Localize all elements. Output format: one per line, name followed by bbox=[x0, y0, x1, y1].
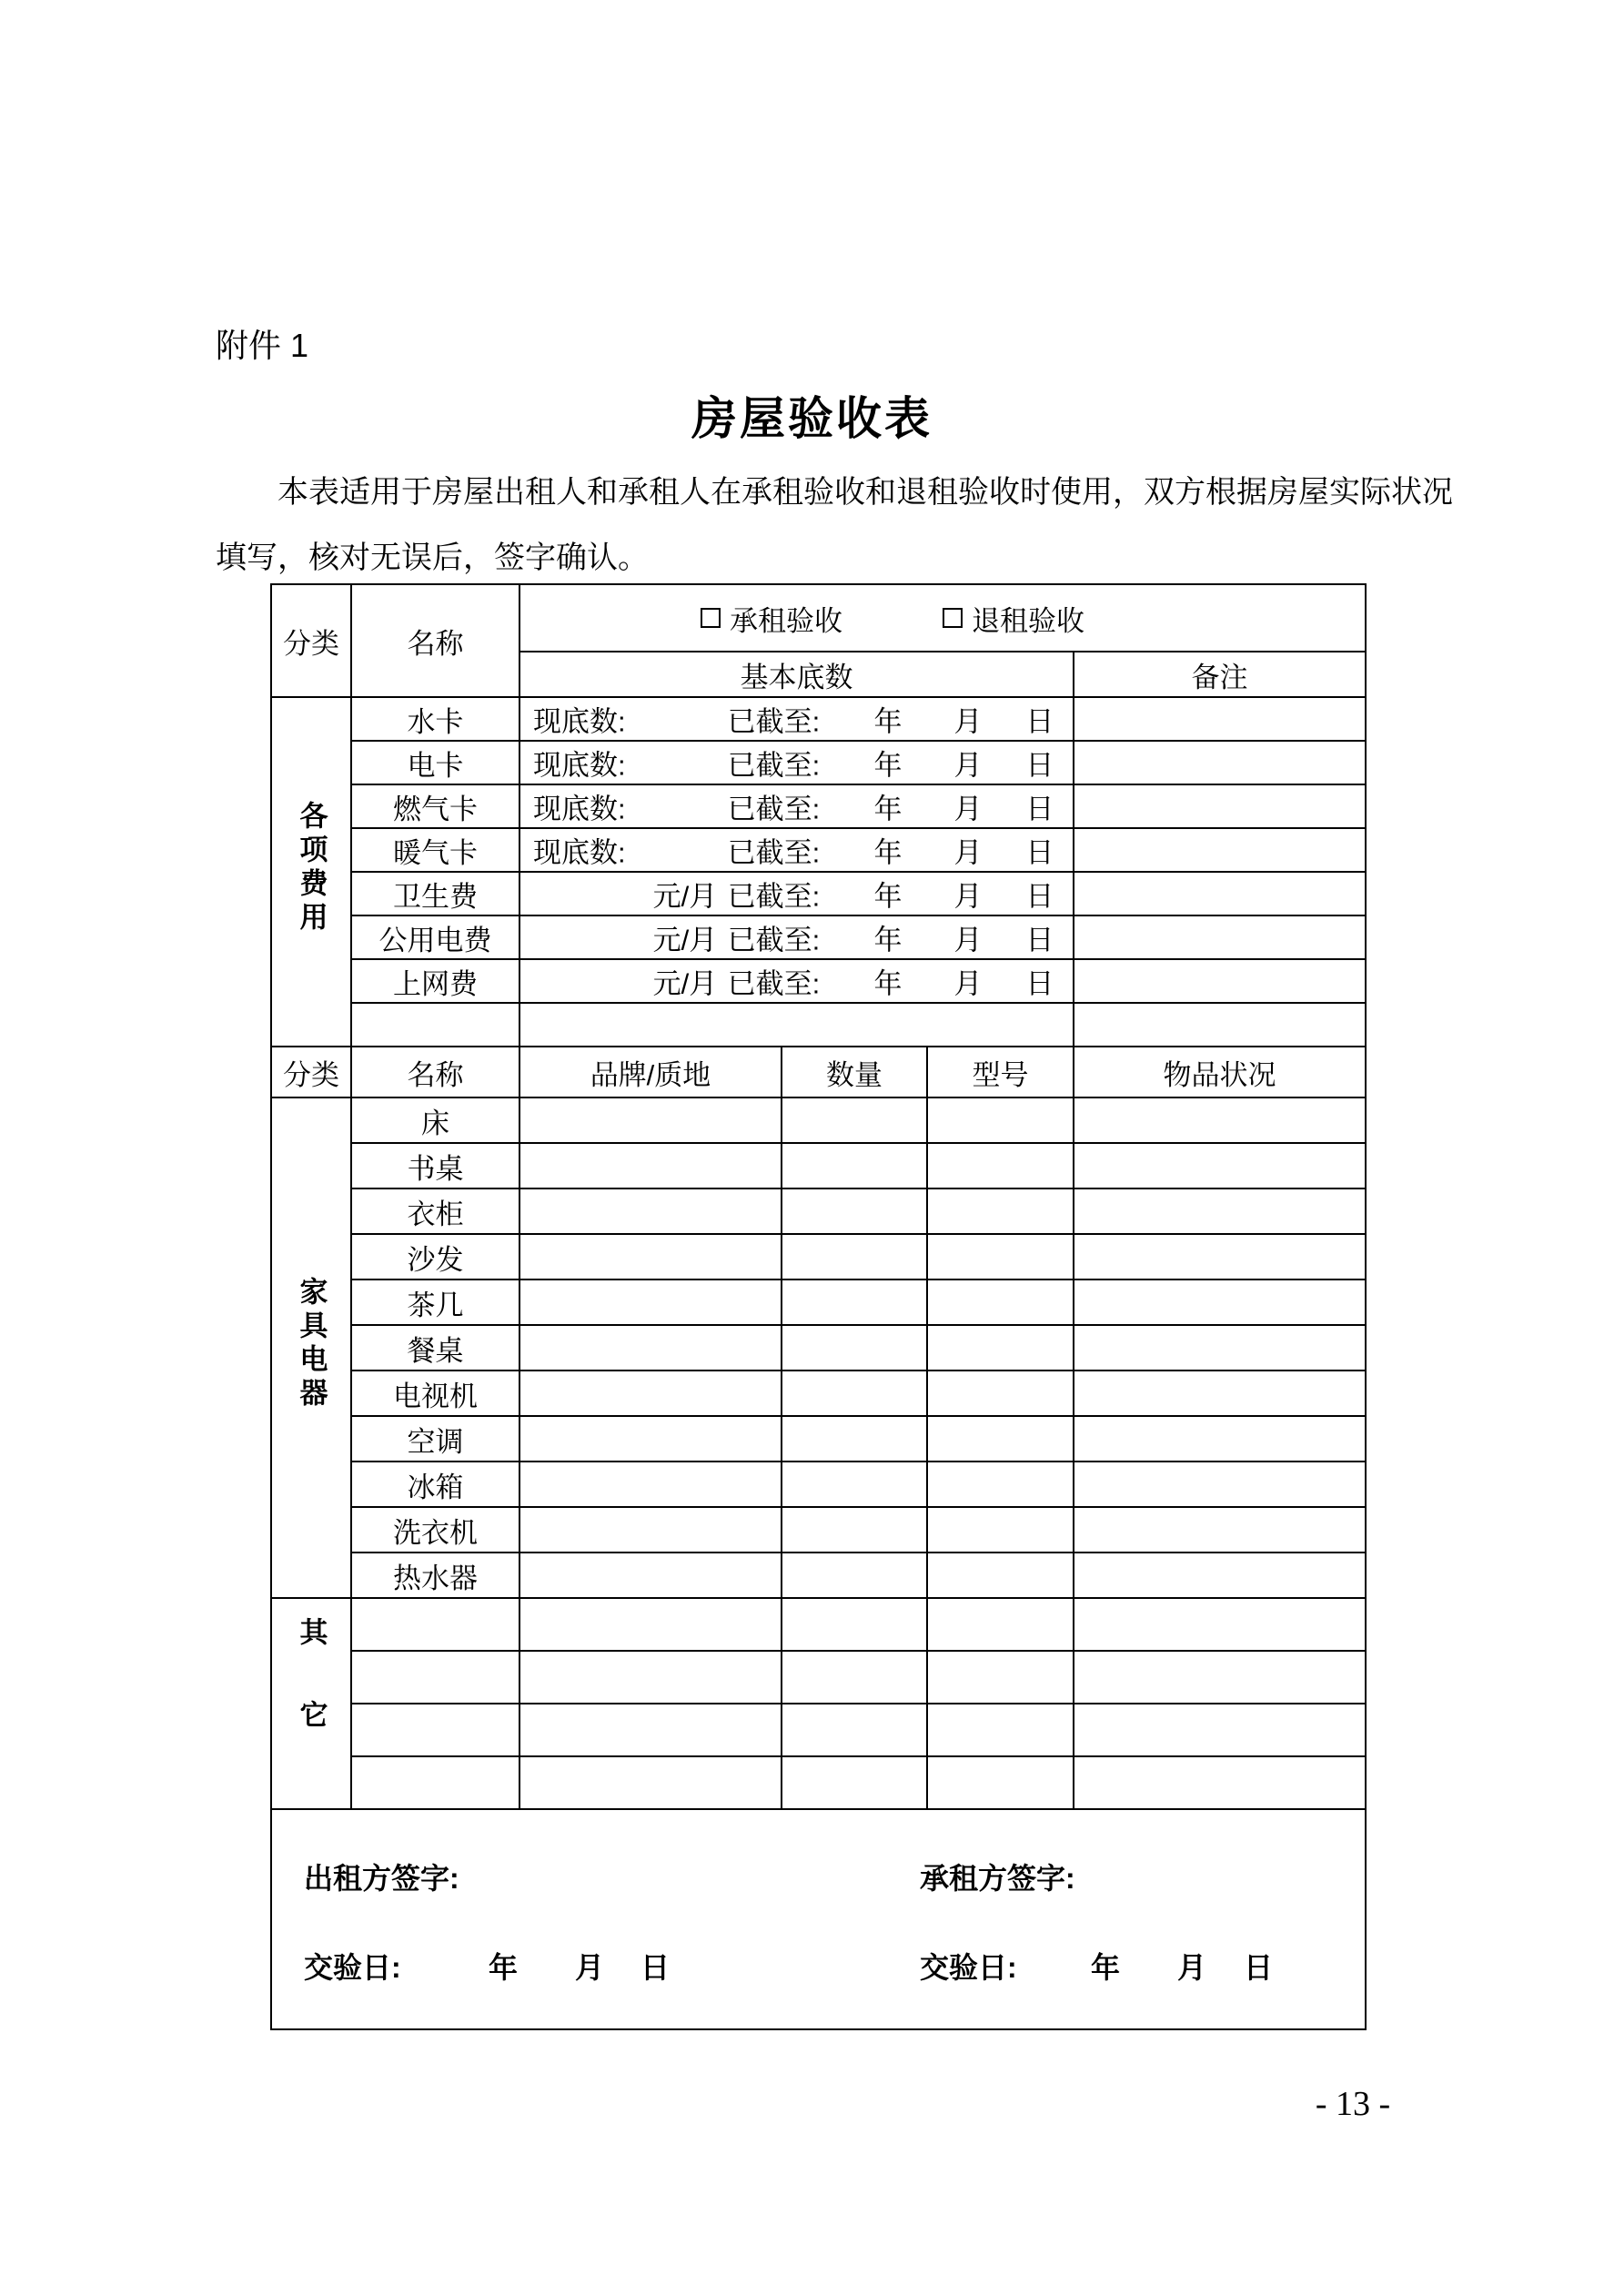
furniture-name: 餐桌 bbox=[351, 1325, 519, 1371]
header-category: 分类 bbox=[271, 1047, 351, 1097]
fee-detail-cell bbox=[519, 915, 1074, 959]
empty-cell bbox=[351, 1704, 519, 1756]
empty-cell bbox=[1074, 1279, 1366, 1325]
empty-cell bbox=[1074, 1325, 1366, 1371]
checkout-option bbox=[943, 598, 1084, 639]
day-label: 日 bbox=[1025, 705, 1054, 738]
month-label: 月 bbox=[1177, 1951, 1207, 1984]
month-label: 月 bbox=[953, 836, 983, 869]
empty-cell bbox=[927, 1097, 1074, 1143]
fee-detail-cell bbox=[519, 784, 1074, 828]
empty-cell bbox=[519, 1416, 782, 1462]
fee-detail-cell bbox=[519, 872, 1074, 915]
fee-reading-label: 现底数: bbox=[533, 749, 626, 782]
fee-detail-cell bbox=[519, 697, 1074, 741]
remark-cell bbox=[1074, 828, 1366, 872]
empty-cell bbox=[782, 1371, 927, 1416]
empty-cell bbox=[782, 1234, 927, 1279]
furniture-name: 床 bbox=[351, 1097, 519, 1143]
empty-cell bbox=[351, 1651, 519, 1704]
header-brand: 品牌/质地 bbox=[519, 1047, 782, 1097]
day-label: 日 bbox=[1025, 880, 1054, 913]
attachment-label: 附件 1 bbox=[216, 327, 309, 364]
header-model: 型号 bbox=[927, 1047, 1074, 1097]
fee-detail-cell bbox=[519, 741, 1074, 784]
day-label: 日 bbox=[1025, 924, 1054, 956]
month-label: 月 bbox=[953, 749, 983, 782]
empty-cell bbox=[782, 1462, 927, 1507]
furniture-name: 空调 bbox=[351, 1416, 519, 1462]
empty-cell bbox=[782, 1598, 927, 1651]
fee-per-month-label: 元/月 bbox=[652, 880, 718, 913]
furniture-name: 热水器 bbox=[351, 1553, 519, 1598]
empty-cell bbox=[1074, 1756, 1366, 1809]
empty-cell bbox=[927, 1507, 1074, 1553]
empty-cell bbox=[927, 1598, 1074, 1651]
day-label: 日 bbox=[1244, 1951, 1274, 1984]
empty-cell bbox=[782, 1553, 927, 1598]
furniture-name: 沙发 bbox=[351, 1234, 519, 1279]
inspect-date-label-right: 交验日: bbox=[920, 1951, 1017, 1984]
empty-cell bbox=[1074, 1651, 1366, 1704]
month-label: 月 bbox=[953, 793, 983, 825]
empty-cell bbox=[519, 1143, 782, 1188]
empty-cell bbox=[519, 1234, 782, 1279]
month-label: 月 bbox=[953, 967, 983, 1000]
empty-cell bbox=[782, 1188, 927, 1234]
furniture-name: 书桌 bbox=[351, 1143, 519, 1188]
checkin-label: 承租验收 bbox=[730, 604, 842, 637]
tenant-sign-label: 承租方签字: bbox=[920, 1862, 1075, 1895]
remark-cell bbox=[1074, 959, 1366, 1003]
empty-cell bbox=[1074, 1416, 1366, 1462]
empty-cell bbox=[927, 1756, 1074, 1809]
fee-reading-label: 现底数: bbox=[533, 705, 626, 738]
fee-per-month-label: 元/月 bbox=[652, 967, 718, 1000]
empty-cell bbox=[1074, 1143, 1366, 1188]
remark-cell bbox=[1074, 741, 1366, 784]
empty-cell bbox=[927, 1188, 1074, 1234]
fee-reading-label: 现底数: bbox=[533, 836, 626, 869]
month-label: 月 bbox=[953, 924, 983, 956]
day-label: 日 bbox=[1025, 749, 1054, 782]
header-category: 分类 bbox=[271, 584, 351, 697]
empty-cell bbox=[519, 1325, 782, 1371]
form-type-cell bbox=[519, 584, 1366, 652]
acceptance-table bbox=[270, 583, 1367, 2030]
header-name: 名称 bbox=[351, 1047, 519, 1097]
fee-name: 公用电费 bbox=[351, 915, 519, 959]
empty-cell bbox=[782, 1416, 927, 1462]
empty-cell bbox=[351, 1598, 519, 1651]
furniture-name: 洗衣机 bbox=[351, 1507, 519, 1553]
day-label: 日 bbox=[1025, 967, 1054, 1000]
empty-cell bbox=[927, 1651, 1074, 1704]
empty-cell bbox=[519, 1371, 782, 1416]
empty-cell bbox=[782, 1704, 927, 1756]
checkout-label: 退租验收 bbox=[972, 604, 1084, 637]
remark-cell bbox=[1074, 872, 1366, 915]
empty-cell bbox=[927, 1371, 1074, 1416]
empty-cell bbox=[1074, 1188, 1366, 1234]
other-category-label: 其它 bbox=[295, 1617, 328, 1783]
fee-name: 卫生费 bbox=[351, 872, 519, 915]
fee-name: 暖气卡 bbox=[351, 828, 519, 872]
empty-cell bbox=[519, 1704, 782, 1756]
fee-cutoff-label: 已截至: bbox=[727, 880, 821, 913]
month-label: 月 bbox=[575, 1951, 605, 1984]
furniture-name: 茶几 bbox=[351, 1279, 519, 1325]
remark-cell bbox=[1074, 784, 1366, 828]
year-label: 年 bbox=[873, 880, 903, 913]
fee-name: 燃气卡 bbox=[351, 784, 519, 828]
checkin-checkbox-icon[interactable] bbox=[701, 608, 721, 628]
fees-category-label: 各项费用 bbox=[295, 801, 328, 936]
fee-detail-cell bbox=[519, 828, 1074, 872]
checkout-checkbox-icon[interactable] bbox=[943, 608, 963, 628]
empty-cell bbox=[519, 1507, 782, 1553]
furniture-category-cell bbox=[271, 1097, 351, 1598]
intro-line-1: 本表适用于房屋出租人和承租人在承租验收和退租验收时使用，双方根据房屋实际状况 bbox=[277, 475, 1453, 510]
year-label: 年 bbox=[873, 793, 903, 825]
landlord-sign-label: 出租方签字: bbox=[304, 1862, 459, 1895]
fee-cutoff-label: 已截至: bbox=[727, 967, 821, 1000]
fee-cutoff-label: 已截至: bbox=[727, 924, 821, 956]
empty-cell bbox=[782, 1325, 927, 1371]
day-label: 日 bbox=[641, 1951, 671, 1984]
empty-cell bbox=[782, 1507, 927, 1553]
furniture-name: 冰箱 bbox=[351, 1462, 519, 1507]
year-label: 年 bbox=[873, 924, 903, 956]
page-title: 房屋验收表 bbox=[691, 393, 933, 444]
checkin-option bbox=[701, 598, 842, 639]
fee-name: 上网费 bbox=[351, 959, 519, 1003]
year-label: 年 bbox=[873, 749, 903, 782]
header-condition: 物品状况 bbox=[1074, 1047, 1366, 1097]
signature-cell bbox=[271, 1809, 1366, 2029]
empty-cell bbox=[782, 1279, 927, 1325]
month-label: 月 bbox=[953, 880, 983, 913]
fee-name: 电卡 bbox=[351, 741, 519, 784]
furniture-name: 衣柜 bbox=[351, 1188, 519, 1234]
header-base-number: 基本底数 bbox=[519, 652, 1074, 697]
empty-cell bbox=[351, 1756, 519, 1809]
remark-cell bbox=[1074, 1003, 1366, 1047]
year-label: 年 bbox=[873, 967, 903, 1000]
empty-cell bbox=[519, 1003, 1074, 1047]
empty-cell bbox=[782, 1143, 927, 1188]
year-label: 年 bbox=[873, 836, 903, 869]
empty-cell bbox=[1074, 1371, 1366, 1416]
empty-cell bbox=[927, 1234, 1074, 1279]
empty-cell bbox=[927, 1279, 1074, 1325]
year-label: 年 bbox=[1091, 1951, 1121, 1984]
day-label: 日 bbox=[1025, 793, 1054, 825]
fee-cutoff-label: 已截至: bbox=[727, 836, 821, 869]
empty-cell bbox=[1074, 1704, 1366, 1756]
empty-cell bbox=[1074, 1553, 1366, 1598]
empty-cell bbox=[519, 1097, 782, 1143]
furniture-category-label: 家具电器 bbox=[295, 1277, 328, 1411]
day-label: 日 bbox=[1025, 836, 1054, 869]
fee-reading-label: 现底数: bbox=[533, 793, 626, 825]
fee-detail-cell bbox=[519, 959, 1074, 1003]
intro-paragraph bbox=[216, 460, 1453, 591]
empty-cell bbox=[1074, 1598, 1366, 1651]
year-label: 年 bbox=[489, 1951, 519, 1984]
month-label: 月 bbox=[953, 705, 983, 738]
remark-cell bbox=[1074, 915, 1366, 959]
empty-cell bbox=[1074, 1234, 1366, 1279]
empty-cell bbox=[782, 1756, 927, 1809]
empty-cell bbox=[927, 1462, 1074, 1507]
fee-cutoff-label: 已截至: bbox=[727, 749, 821, 782]
page-number: - 13 - bbox=[1315, 2085, 1391, 2123]
fees-category-cell bbox=[271, 697, 351, 1047]
empty-cell bbox=[1074, 1507, 1366, 1553]
fee-cutoff-label: 已截至: bbox=[727, 705, 821, 738]
header-name: 名称 bbox=[351, 584, 519, 697]
header-remark: 备注 bbox=[1074, 652, 1366, 697]
empty-cell bbox=[519, 1462, 782, 1507]
empty-cell bbox=[519, 1188, 782, 1234]
year-label: 年 bbox=[873, 705, 903, 738]
fee-per-month-label: 元/月 bbox=[652, 924, 718, 956]
empty-cell bbox=[351, 1003, 519, 1047]
empty-cell bbox=[1074, 1097, 1366, 1143]
header-quantity: 数量 bbox=[782, 1047, 927, 1097]
other-category-cell bbox=[271, 1598, 351, 1809]
empty-cell bbox=[519, 1279, 782, 1325]
fee-name: 水卡 bbox=[351, 697, 519, 741]
empty-cell bbox=[927, 1704, 1074, 1756]
intro-line-2: 填写，核对无误后，签字确认。 bbox=[216, 541, 649, 575]
empty-cell bbox=[519, 1553, 782, 1598]
empty-cell bbox=[519, 1651, 782, 1704]
empty-cell bbox=[927, 1416, 1074, 1462]
empty-cell bbox=[519, 1598, 782, 1651]
remark-cell bbox=[1074, 697, 1366, 741]
empty-cell bbox=[782, 1097, 927, 1143]
empty-cell bbox=[519, 1756, 782, 1809]
empty-cell bbox=[1074, 1462, 1366, 1507]
fee-cutoff-label: 已截至: bbox=[727, 793, 821, 825]
inspect-date-label-left: 交验日: bbox=[304, 1951, 401, 1984]
furniture-name: 电视机 bbox=[351, 1371, 519, 1416]
empty-cell bbox=[927, 1325, 1074, 1371]
empty-cell bbox=[782, 1651, 927, 1704]
empty-cell bbox=[927, 1143, 1074, 1188]
empty-cell bbox=[927, 1553, 1074, 1598]
